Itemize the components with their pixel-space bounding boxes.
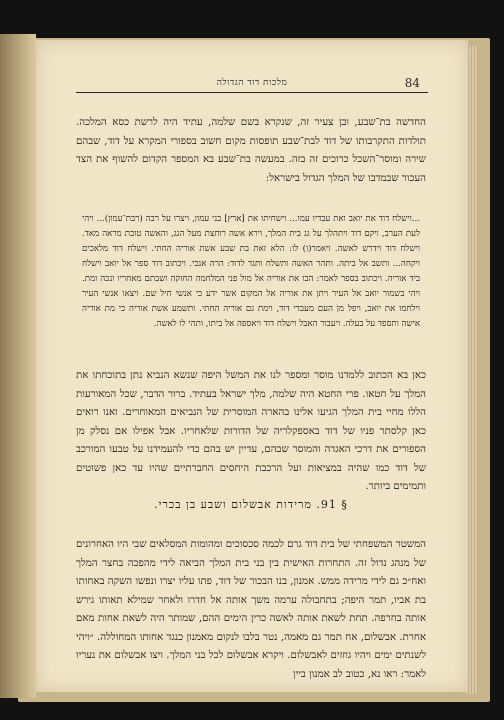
paragraph-1: החדשה בת־שבע, ובן צעיר זה, שנקרא בשם שלמה, עתיד היה לרשת כסא המלכה. תולדות התקרבותו של דוד לבת־שבע תופסות מקום חשוב בספורי המקרא על דוד, שבהם שירה ומוסר־השכל כרוכים זה בזה. במעשה בת־שבע בא המספר הקדום להשוף את הצד העכור שבמדבו של המלך הגדול בישראל:	[76, 117, 426, 184]
page-header	[76, 72, 428, 93]
book-page	[36, 40, 468, 692]
section-heading	[76, 498, 426, 511]
book-binding	[0, 34, 36, 698]
page-number: 84	[404, 76, 420, 90]
biblical-quote: ...וישלח דוד את יואב ואת עבדיו עמו... וישחיתו את [ארץ] בני עמון, ויצרו על רבה (רבת־עמון)... ויהי לעת הערב, ויקם דוד ויתהלך על גג בית המלך, וירא אשה רוחצת מעל הגג, והאשה טובת מראה מאד. וישלח דוד וידרש לאשה. ויאמר(ו) לו: הלא זאת בת שבע אשת אוריה החתי. וישלח דוד מלאכים ויקחה... ותשב אל ביתה. ותהר האשה ותשלח ותגד לדוד: הרה אנכי. ויכתוב דוד ספר אל יואב וישלח ביד אוריה. ויכתוב בספר לאמר: הבו את אוריה אל מול פני המלחמה החזקה ושבתם מאחריו ונכה ומת. ויהי בשמור יואב אל העיר ויתן את אוריה אל המקום אשר ידע כי אנשי חיל שם. ויצאו אנשי העיר וילחמו את יואב, ויפל מן העם מעבדי דוד, וימת גם אוריה החתי. ותשמע אשת אוריה כי מת אוריה אישה ותספד על בעלה. ויעבור האבל וישלח דוד ויאספה אל ביתו, ותהי לו לאשה.	[82, 214, 420, 329]
paragraph-2: כאן בא הכתוב ללמדנו מוסר ומספר לנו את המשל היפה שנשא הנביא נתן בתוכחתו את המלך על חטאו. פרי החטא היה שלמה, מלך ישראל בעתיד. ברור הדבר, שכל המאורעות הללו מחיי בית המלך הגיעו אלינו בהארה המוסרית של הנביאים המאוחרים. ואנו רואים כאן קלסתר פניו של דוד באספקלריה של הדורות שלאחריו. אבל אפילו אם נסלק מן הספורים את דרכי האגדה והמוסר שבהם, עדיין יש בהם כדי להעמידנו על טבעו המורכב של דוד כמו שהיה במציאות ועל הרכבת היחסים החברתיים שהיו עד כאן פשוטים ותמימים ביותר.	[76, 370, 426, 492]
running-head: מלכות דוד הגדולה	[216, 78, 288, 88]
paragraph-3: המשטר המשפחתי של בית דוד גרם לכמה סכסוכים ומהומות המסלאים שבי היו האחרונים של מנהג נדול זה. התחרות האישית בין בני בית המלך הביאה לידי מהפכה בחצר המלך ואח״כ גם לידי מרידה ממש. אמנון, בנו הבכור של דוד, פתו עליו יצרו ונפשו השקה באחותו בת אביו, תמר היפה; בתחבולה ערמה משך אותה אל חדרו ולאחר שמילא תאותו גירש אותה בחרפה. תחת לשאת אותה לאשה כרין הימים ההם, שמותר היה לשאת אחות מאם אחרת. אבשלום, אח תמר גם מאמה, נטר בלבו לנקום מאמנון כנגד אחותו המחוללה. ״ויהי לשנתים ימים ויהיו גוזזים לאבשלום. ויקרא אבשלום לכל בני המלך. ויצו אבשלום את נעריו לאמר: ראו נא, כטוב לב אמנון ביין	[76, 539, 426, 680]
section-title-text: מרידות אבשלום ושבע בן בכרי.	[154, 498, 312, 511]
section-number: § 91.	[316, 498, 348, 511]
